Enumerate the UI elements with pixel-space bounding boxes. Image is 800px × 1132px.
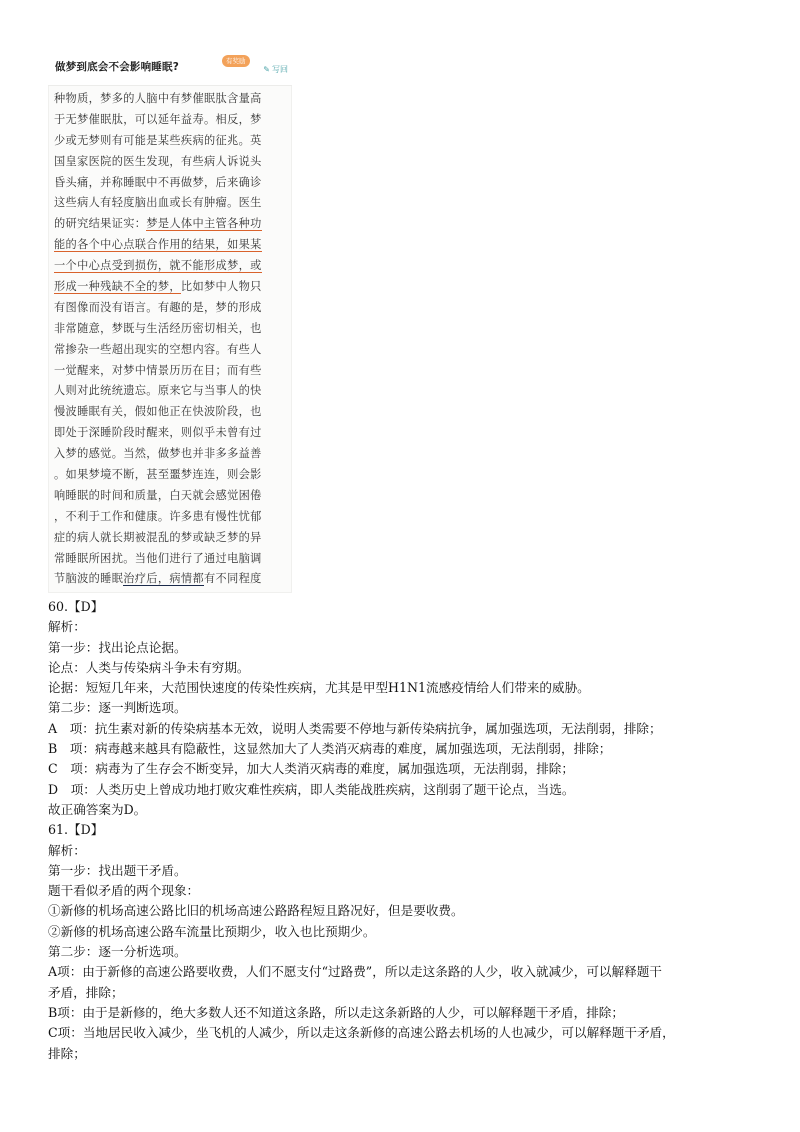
answer-line: 常掺杂一些超出现实的空想内容。有些人 [54, 342, 262, 356]
answer-line: 非常随意，梦既与生活经历密切相关，也 [54, 321, 262, 335]
answer-line [54, 214, 290, 235]
highlighted-text: 形成一种残缺不全的梦， [54, 280, 181, 294]
answer-line-text: 的研究结果证实： [54, 217, 147, 231]
answer-line: 人则对此统统遗忘。原来它与当事人的快 [54, 384, 262, 398]
option-analysis: C 项：病毒为了生存会不断变异，加大人类消灭病毒的难度，属加强选项，无法削弱，排除； [48, 761, 574, 777]
question-number: 61.【D】 [48, 822, 104, 838]
option-analysis: A 项：抗生素对新的传染病基本无效，说明人类需要不停地与新传染病抗争，属加强选项，无法削弱，排除； [48, 720, 662, 736]
answer-line-text: 有不同程度 [204, 572, 262, 586]
answer-conclusion: 故正确答案为D。 [48, 801, 147, 817]
option-analysis: D 项：人类历史上曾成功地打败灾难性疾病，即人类能战胜疾病，这削弱了题干论点，当选。 [48, 781, 575, 797]
analysis-label: 解析： [48, 619, 86, 635]
option-analysis-continued: 排除； [48, 1045, 86, 1061]
answer-line [54, 235, 290, 256]
answer-line: 少或无梦则有可能是某些疾病的征兆。英 [54, 133, 262, 147]
answer-line: 症的病人就长期被混乱的梦或缺乏梦的异 [54, 530, 262, 544]
claim-text: 论点：人类与传染病斗争未有穷期。 [48, 659, 250, 675]
option-analysis: B 项：病毒越来越具有隐蔽性，这显然加大了人类消灭病毒的难度，属加强选项，无法削弱，排除； [48, 741, 612, 757]
evidence-text: 论据：短短几年来，大范围快速度的传染性疾病，尤其是甲型H1N1流感疫情给人们带来的威胁。 [48, 680, 590, 696]
answer-line: 这些病人有轻度脑出血或长有肿瘤。医生 [54, 196, 262, 210]
answer-line: 昏头痛，并称睡眠中不再做梦，后来确诊 [54, 175, 262, 189]
answer-line: 慢波睡眠有关，假如他正在快波阶段，也 [54, 405, 262, 419]
edit-icon: ✎ [263, 64, 270, 74]
answer-line: 入梦的感觉。当然，做梦也并非多多益善 [54, 447, 262, 461]
embedded-screenshot [48, 47, 292, 593]
phenomenon-item: ②新修的机场高速公路车流量比预期少，收入也比预期少。 [48, 923, 376, 939]
answer-line: 有图像而没有语言。有趣的是，梦的形成 [54, 300, 262, 314]
step-heading: 第二步：逐一分析选项。 [48, 944, 187, 960]
answer-line [54, 569, 290, 590]
reward-badge: 有奖励 [222, 55, 250, 67]
answer-line-text: 比如梦中人物只 [180, 280, 262, 294]
option-analysis: B项：由于是新修的，绝大多数人还不知道这条路，所以走这条新路的人少，可以解释题干矛盾，排除； [48, 1004, 624, 1020]
answer-line: 一觉醒来，对梦中情景历历在目；而有些 [54, 363, 262, 377]
step-heading: 第一步：找出论点论据。 [48, 639, 187, 655]
explanation-document [48, 597, 768, 1064]
answer-line-text: 节脑波的睡眠 [54, 572, 124, 586]
highlighted-text: 一个中心点受到损伤，就不能形成梦，或 [54, 259, 262, 273]
highlighted-text: 治疗后， [123, 572, 170, 586]
answer-line: 国皇家医院的医生发现，有些病人诉说头 [54, 154, 262, 168]
answer-line: 种物质，梦多的人脑中有梦催眠肽含量高 [54, 92, 262, 105]
highlighted-text: 能的各个中心点联合作用的结果，如果某 [54, 238, 262, 252]
write-answer-button[interactable] [263, 64, 288, 75]
phenomenon-item: ①新修的机场高速公路比旧的机场高速公路路程短且路况好，但是要收费。 [48, 903, 464, 919]
analysis-label: 解析： [48, 842, 86, 858]
answer-line [54, 256, 290, 277]
option-analysis-continued: 矛盾，排除； [48, 984, 124, 1000]
answer-line: ，不利于工作和健康。许多患有慢性忧郁 [54, 509, 262, 523]
answer-text [54, 89, 290, 590]
question-header [48, 47, 292, 86]
write-answer-label: 写回 [272, 65, 288, 74]
step-heading: 第二步：逐一判断选项。 [48, 700, 187, 716]
answer-line: 。如果梦境不断，甚至噩梦连连，则会影 [54, 468, 262, 482]
intro-text: 题干看似矛盾的两个现象： [48, 883, 200, 899]
answer-line: 常睡眠所困扰。当他们进行了通过电脑调 [54, 551, 262, 565]
highlighted-text: 梦是人体中主管各种功 [146, 217, 262, 231]
answer-line: 于无梦催眠肽，可以延年益寿。相反，梦 [54, 112, 262, 126]
highlighted-text: 病情都 [169, 572, 205, 586]
option-analysis: A项：由于新修的高速公路要收费，人们不愿支付“过路费”，所以走这条路的人少，收入就减少，可以解释题干 [48, 964, 662, 980]
answer-line [54, 277, 290, 298]
question-number: 60.【D】 [48, 599, 104, 614]
option-analysis: C项：当地居民收入减少，坐飞机的人减少，所以走这条新修的高速公路去机场的人也减少，可以解释题干矛盾， [48, 1025, 675, 1041]
question-title: 做梦到底会不会影响睡眠? [55, 60, 179, 73]
step-heading: 第一步：找出题干矛盾。 [48, 862, 187, 878]
answer-line: 响睡眠的时间和质量，白天就会感觉困倦 [54, 488, 262, 502]
answer-line: 即处于深睡阶段时醒来，则似乎未曾有过 [54, 426, 262, 440]
